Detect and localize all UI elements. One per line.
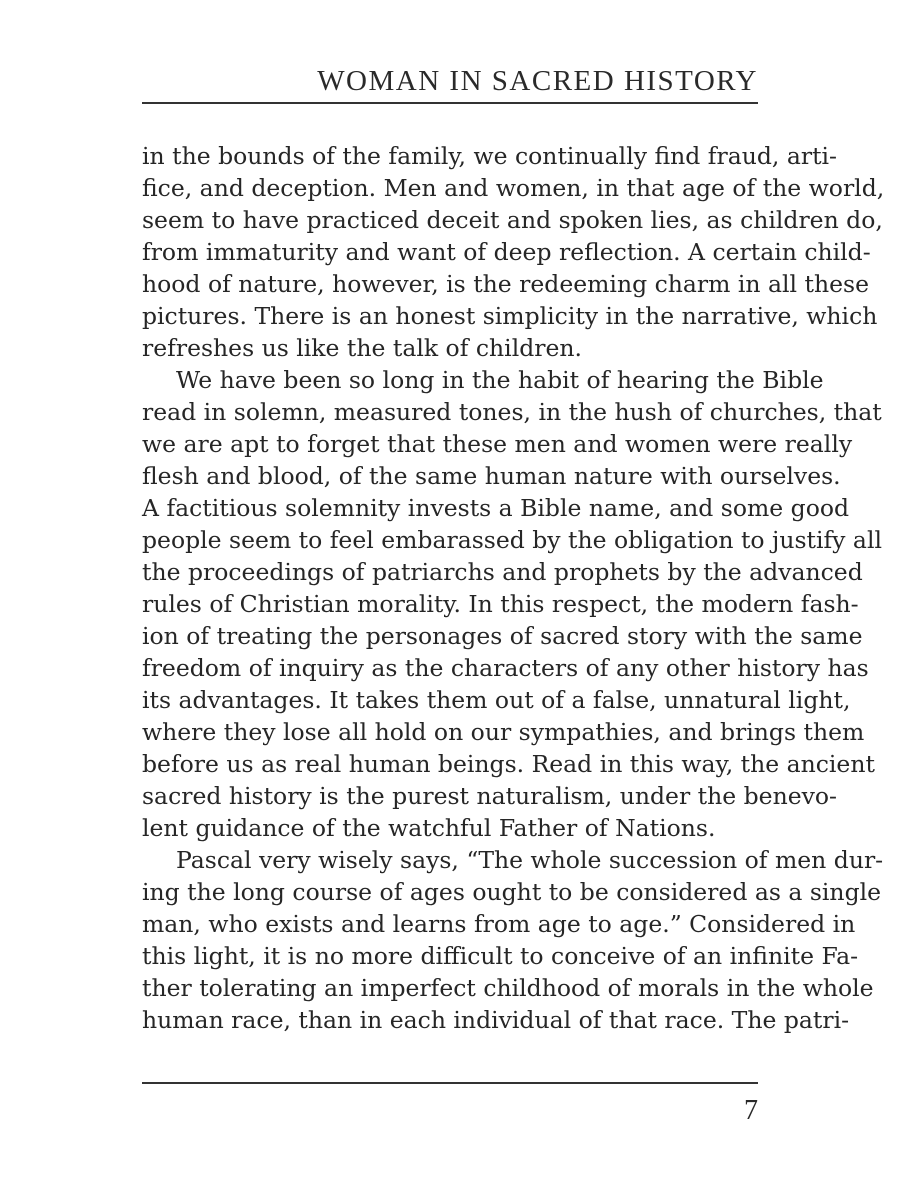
page-number: 7: [744, 1095, 758, 1126]
paragraph-3: [142, 844, 884, 1036]
footer-rule: [142, 1082, 758, 1084]
text-line: we are apt to forget that these men and women were really: [142, 430, 853, 458]
text-line: the proceedings of patriarchs and prophets by the advanced: [142, 558, 863, 586]
text-line: rules of Christian morality. In this respect, the modern fash-: [142, 590, 859, 618]
body-text: [142, 140, 885, 1036]
text-line: people seem to feel embarassed by the obligation to justify all: [142, 526, 882, 554]
text-line: from immaturity and want of deep reflection. A certain child-: [142, 238, 871, 266]
text-line: refreshes us like the talk of children.: [142, 334, 582, 362]
text-line: ing the long course of ages ought to be considered as a single: [142, 878, 882, 906]
text-line: hood of nature, however, is the redeeming charm in all these: [142, 270, 869, 298]
text-line: freedom of inquiry as the characters of any other history has: [142, 654, 869, 682]
text-line: fice, and deception. Men and women, in that age of the world,: [142, 174, 885, 202]
text-line: in the bounds of the family, we continually find fraud, arti-: [142, 142, 837, 170]
text-line: read in solemn, measured tones, in the hush of churches, that: [142, 398, 882, 426]
paragraph-1: [142, 140, 885, 364]
text-line: flesh and blood, of the same human nature with ourselves.: [142, 462, 841, 490]
text-line: human race, than in each individual of that race. The patri-: [142, 1006, 850, 1034]
text-line: man, who exists and learns from age to age.” Considered in: [142, 910, 856, 938]
text-line: sacred history is the purest naturalism, under the benevo-: [142, 782, 837, 810]
text-line: its advantages. It takes them out of a false, unnatural light,: [142, 686, 851, 714]
text-line: Pascal very wisely says, “The whole succession of men dur-: [176, 846, 884, 874]
text-line: ion of treating the personages of sacred story with the same: [142, 622, 863, 650]
text-line: ther tolerating an imperfect childhood of morals in the whole: [142, 974, 874, 1002]
text-line: where they lose all hold on our sympathies, and brings them: [142, 718, 865, 746]
header-rule: [142, 102, 758, 104]
text-line: before us as real human beings. Read in this way, the ancient: [142, 750, 875, 778]
text-line: lent guidance of the watchful Father of Nations.: [142, 814, 716, 842]
text-line: this light, it is no more difficult to conceive of an infinite Fa-: [142, 942, 859, 970]
text-line: seem to have practiced deceit and spoken lies, as children do,: [142, 206, 883, 234]
paragraph-2: [142, 364, 882, 844]
text-line: A factitious solemnity invests a Bible name, and some good: [142, 494, 850, 522]
running-head-title: WOMAN IN SACRED HISTORY: [317, 65, 758, 97]
text-line: We have been so long in the habit of hearing the Bible: [176, 366, 824, 394]
text-line: pictures. There is an honest simplicity in the narrative, which: [142, 302, 878, 330]
